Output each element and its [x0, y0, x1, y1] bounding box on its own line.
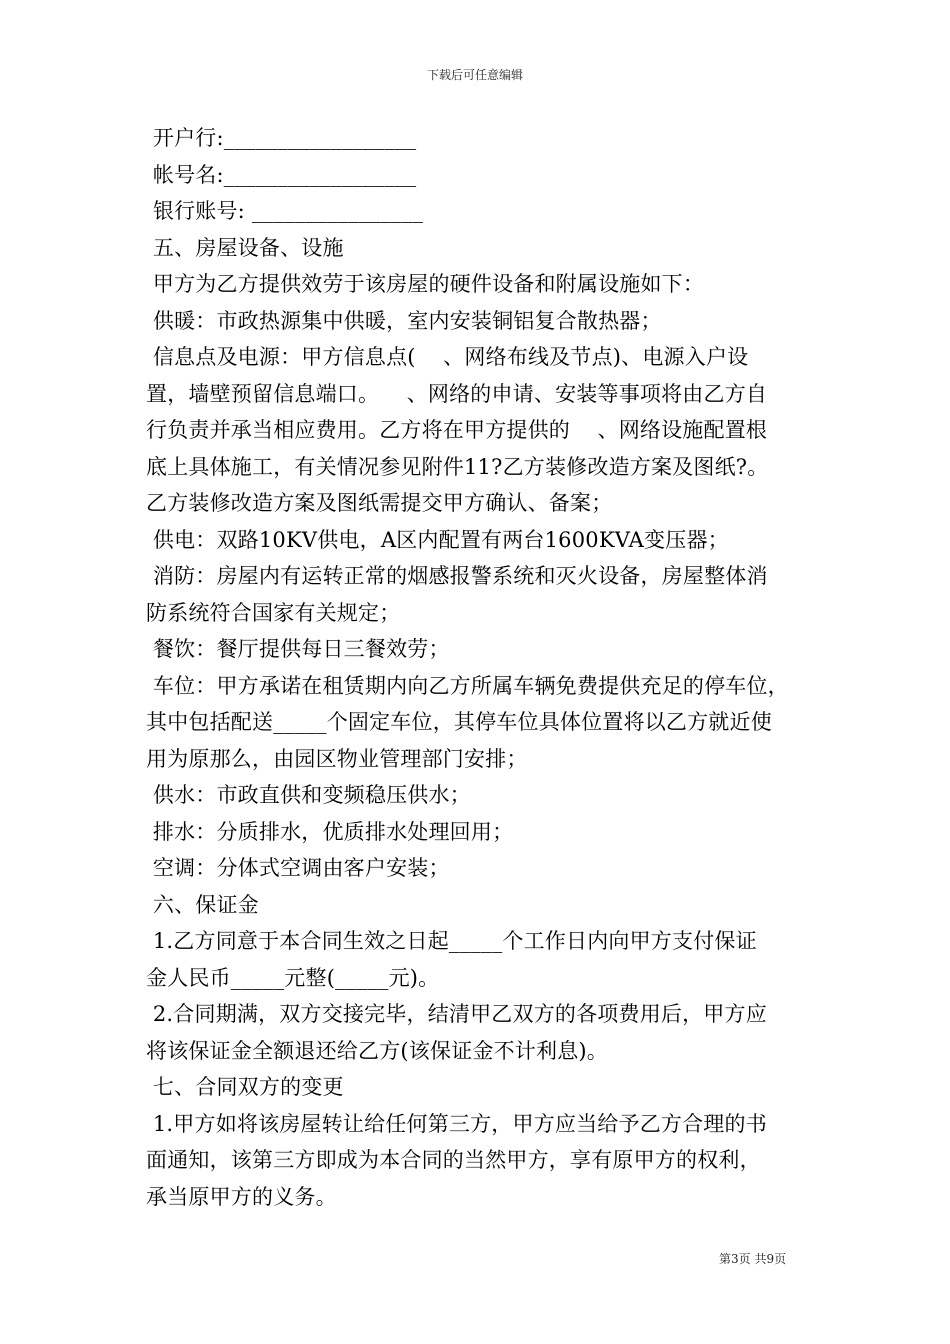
text-line: 空调：分体式空调由客户安装；: [146, 856, 450, 880]
text-line: 乙方装修改造方案及图纸需提交甲方确认、备案；: [146, 491, 613, 515]
text-line: 信息点及电源：甲方信息点( 、网络布线及节点)、电源入户设: [146, 345, 749, 369]
text-line: 银行账号: ________________: [146, 199, 424, 223]
text-line: 防系统符合国家有关规定；: [146, 600, 401, 625]
text-line: 底上具体施工，有关情况参见附件11?乙方装修改造方案及图纸?。: [146, 454, 769, 479]
text-line: 餐饮：餐厅提供每日三餐效劳；: [146, 637, 450, 661]
section-heading: 六、保证金: [146, 892, 259, 917]
text-line: 车位：甲方承诺在租赁期内向乙方所属车辆免费提供充足的停车位，: [146, 673, 789, 698]
text-line: 金人民币_____元整(_____元)。: [146, 965, 440, 990]
text-line: 行负责并承当相应费用。乙方将在甲方提供的 、网络设施配置根: [146, 418, 768, 442]
contract-body: [146, 120, 816, 1215]
section-heading: 五、房屋设备、设施: [146, 235, 344, 260]
text-line: 1.甲方如将该房屋转让给任何第三方，甲方应当给予乙方合理的书: [146, 1111, 767, 1136]
text-line: 排水：分质排水，优质排水处理回用；: [146, 819, 514, 844]
text-line: 面通知，该第三方即成为本合同的当然甲方，享有原甲方的权利，: [146, 1148, 761, 1172]
section-heading: 七、合同双方的变更: [146, 1075, 344, 1099]
text-line: 供暖：市政热源集中供暖，室内安装铜铝复合散热器；: [146, 308, 662, 333]
text-line: 置，墙壁预留信息端口。 、网络的申请、安装等事项将由乙方自: [146, 381, 768, 406]
page-number: 第3页 共9页: [719, 1252, 787, 1266]
text-line: 甲方为乙方提供效劳于该房屋的硬件设备和附属设施如下：: [146, 272, 705, 296]
text-line: 1.乙方同意于本合同生效之日起_____个工作日内向甲方支付保证: [146, 929, 757, 953]
text-line: 2.合同期满，双方交接完毕，结清甲乙双方的各项费用后，甲方应: [146, 1002, 767, 1026]
text-line: 消防：房屋内有运转正常的烟感报警系统和灭火设备，房屋整体消: [146, 564, 768, 588]
text-line: 将该保证金全额退还给乙方(该保证金不计利息)。: [146, 1038, 608, 1063]
text-line: 其中包括配送_____个固定车位，其停车位具体位置将以乙方就近使: [146, 710, 772, 734]
text-line: 开户行:__________________: [146, 126, 417, 150]
text-line: 供电：双路10KV供电，A区内配置有两台1600KVA变压器；: [146, 527, 729, 552]
text-line: 帐号名:__________________: [146, 162, 417, 187]
page-header: 下载后可任意编辑: [426, 68, 523, 82]
text-line: 供水：市政直供和变频稳压供水；: [146, 783, 471, 807]
text-line: 承当原甲方的义务。: [146, 1184, 337, 1209]
text-line: 用为原那么，由园区物业管理部门安排；: [146, 746, 528, 771]
